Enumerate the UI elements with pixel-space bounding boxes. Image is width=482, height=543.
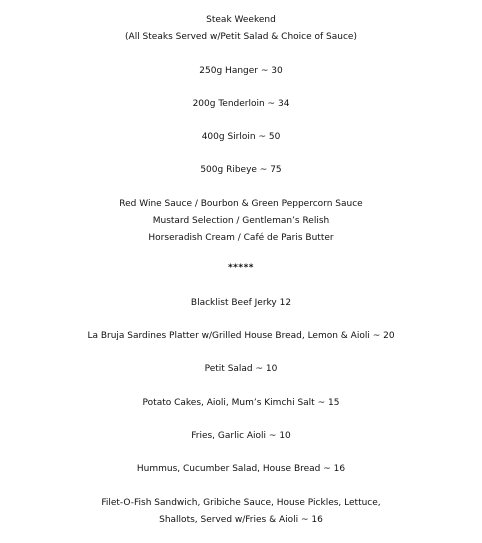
menu-item-line: Filet-O-Fish Sandwich, Gribiche Sauce, House Pickles, Lettuce,: [101, 498, 381, 508]
menu-item: Hummus, Cucumber Salad, House Bread ~ 16: [136, 464, 346, 474]
menu-item: La Bruja Sardines Platter w/Grilled House Bread, Lemon & Aioli ~ 20: [87, 331, 395, 341]
steak-item: 400g Sirloin ~ 50: [201, 132, 281, 142]
sauce-line: Horseradish Cream / Café de Paris Butter: [148, 233, 334, 243]
menu-item: Petit Salad ~ 10: [204, 364, 278, 374]
menu-item: Fries, Garlic Aioli ~ 10: [191, 431, 291, 441]
steak-item: 200g Tenderloin ~ 34: [192, 99, 290, 109]
menu-item: Blacklist Beef Jerky 12: [190, 298, 292, 308]
menu-title: Steak Weekend: [206, 15, 276, 25]
steak-item: 500g Ribeye ~ 75: [200, 165, 282, 175]
menu-subtitle: (All Steaks Served w/Petit Salad & Choice of Sauce): [125, 32, 357, 42]
menu-item-line: Shallots, Served w/Fries & Aioli ~ 16: [159, 515, 323, 525]
section-separator: *****: [227, 263, 255, 273]
sauce-line: Mustard Selection / Gentleman’s Relish: [152, 216, 330, 226]
menu-item: Potato Cakes, Aioli, Mum’s Kimchi Salt ~ 15: [142, 398, 340, 408]
steak-item: 250g Hanger ~ 30: [199, 66, 283, 76]
sauce-line: Red Wine Sauce / Bourbon & Green Peppercorn Sauce: [119, 199, 363, 209]
